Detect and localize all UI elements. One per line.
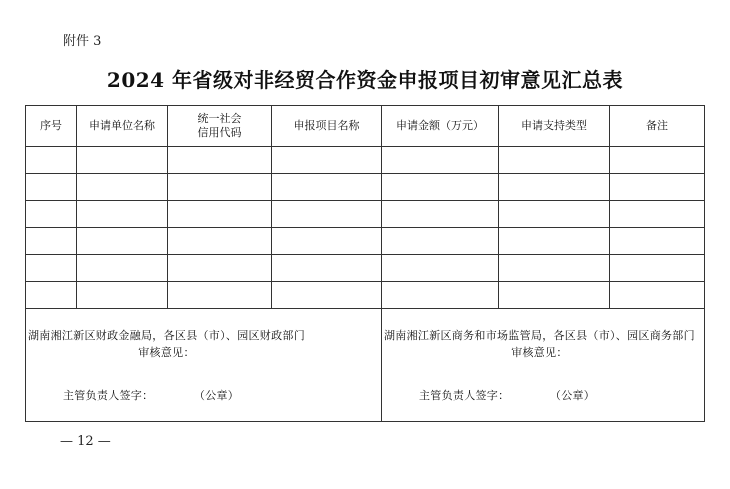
commerce-signature-label: 主管负责人签字：	[419, 389, 510, 402]
table-cell[interactable]	[499, 282, 610, 309]
finance-seal-label: （公章）	[199, 389, 240, 402]
commerce-review-text: 湖南湘江新区商务和市场监管局，各区县（市）、园区商务部门 审核意见：	[384, 329, 695, 359]
table-cell[interactable]	[610, 147, 705, 174]
table-cell[interactable]	[77, 282, 168, 309]
table-cell[interactable]	[77, 174, 168, 201]
table-cell[interactable]	[168, 228, 272, 255]
table-cell[interactable]	[610, 282, 705, 309]
table-cell[interactable]	[272, 147, 382, 174]
table-cell[interactable]	[272, 282, 382, 309]
table-cell[interactable]	[26, 282, 77, 309]
table-header-row	[26, 106, 705, 147]
finance-review-text: 湖南湘江新区财政金融局，各区县（市）、园区财政部门 审核意见：	[28, 329, 305, 359]
document-title: 2024 年省级对非经贸合作资金申报项目初审意见汇总表	[106, 68, 624, 92]
table-cell[interactable]	[168, 282, 272, 309]
table-cell[interactable]	[26, 228, 77, 255]
table-row	[26, 147, 705, 174]
table-cell[interactable]	[26, 255, 77, 282]
header-serial: 序号	[26, 106, 77, 147]
table-cell[interactable]	[272, 174, 382, 201]
header-remarks: 备注	[610, 106, 705, 147]
attachment-label: 附件 3	[63, 34, 102, 49]
table-row	[26, 174, 705, 201]
table-cell[interactable]	[499, 255, 610, 282]
table-cell[interactable]	[382, 174, 499, 201]
table-cell[interactable]	[26, 201, 77, 228]
table-cell[interactable]	[610, 255, 705, 282]
table-cell[interactable]	[272, 255, 382, 282]
table-cell[interactable]	[499, 228, 610, 255]
table-cell[interactable]	[168, 147, 272, 174]
header-applicant-name: 申请单位名称	[77, 106, 168, 147]
table-row	[26, 282, 705, 309]
table-cell[interactable]	[382, 201, 499, 228]
table-cell[interactable]	[168, 255, 272, 282]
table-cell[interactable]	[382, 228, 499, 255]
header-credit-code: 统一社会 信用代码	[168, 106, 272, 147]
table-cell[interactable]	[499, 174, 610, 201]
table-row	[26, 228, 705, 255]
page-number: — 12 —	[60, 434, 111, 449]
table-cell[interactable]	[168, 201, 272, 228]
table-cell[interactable]	[382, 282, 499, 309]
table-row	[26, 201, 705, 228]
table-cell[interactable]	[168, 174, 272, 201]
table-cell[interactable]	[499, 201, 610, 228]
summary-table	[25, 105, 705, 422]
commerce-seal-label: （公章）	[555, 389, 596, 402]
table-cell[interactable]	[610, 228, 705, 255]
table-cell[interactable]	[272, 201, 382, 228]
finance-signature-line	[63, 387, 239, 403]
table-cell[interactable]	[77, 255, 168, 282]
summary-table-container	[25, 105, 704, 423]
header-project-name: 申报项目名称	[272, 106, 382, 147]
table-row	[26, 255, 705, 282]
table-cell[interactable]	[26, 147, 77, 174]
finance-review-cell[interactable]	[26, 309, 382, 422]
table-cell[interactable]	[610, 201, 705, 228]
commerce-signature-line	[419, 387, 595, 403]
table-cell[interactable]	[382, 255, 499, 282]
table-cell[interactable]	[77, 201, 168, 228]
table-cell[interactable]	[610, 174, 705, 201]
table-cell[interactable]	[77, 147, 168, 174]
table-cell[interactable]	[77, 228, 168, 255]
header-amount: 申请金额（万元）	[382, 106, 499, 147]
table-cell[interactable]	[382, 147, 499, 174]
finance-signature-label: 主管负责人签字：	[63, 389, 154, 402]
table-cell[interactable]	[499, 147, 610, 174]
review-row	[26, 309, 705, 422]
table-cell[interactable]	[26, 174, 77, 201]
header-support-type: 申请支持类型	[499, 106, 610, 147]
table-cell[interactable]	[272, 228, 382, 255]
commerce-review-cell[interactable]	[382, 309, 705, 422]
